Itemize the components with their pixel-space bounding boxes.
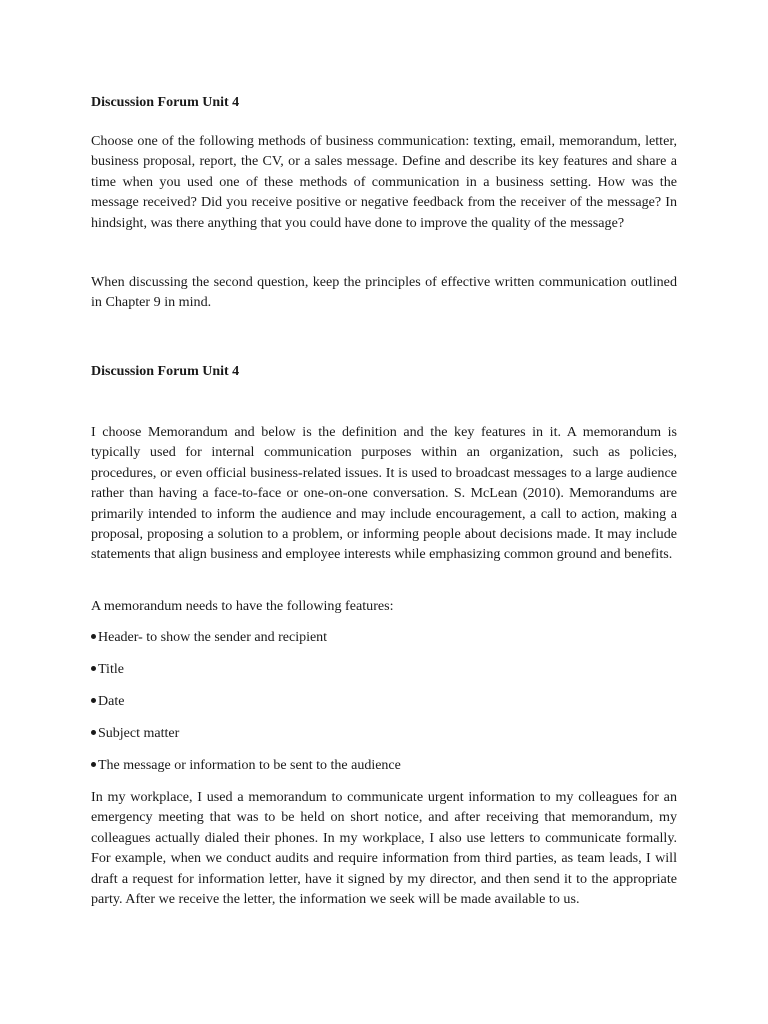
feature-label: Date [98, 694, 125, 709]
feature-item [91, 756, 401, 776]
response-experience: In my workplace, I used a memorandum to communicate urgent information to my colleagues for an emergency meeting that was to be held on short notice, and after receiving that memorandum, my colleagues actually dialed their phones. In my workplace, I also use letters to communicate formally. For example, when we conduct audits and require information from third parties, as team leads, I will draft a request for information letter, have it signed by my director, and then send it to the appropriate party. After we receive the letter, the information we seek will be made available to us. [91, 789, 677, 908]
feature-label: The message or information to be sent to the audience [98, 758, 401, 773]
feature-label: Subject matter [98, 726, 180, 741]
feature-item [91, 724, 179, 744]
response-intro: I choose Memorandum and below is the definition and the key features in it. A memorandum is typically used for internal communication purposes within an organization, such as policies, procedures, or even official business-related issues. It is used to broadcast messages to a large audience rather than having a face-to-face or one-on-one conversation. S. McLean (2010). Memorandums are primarily intended to inform the audience and may include encouragement, a call to action, making a proposal, proposing a solution to a problem, or informing people about decisions made. It may include statements that align business and employee interests while emphasizing common ground and benefits. [91, 424, 677, 563]
bullet-icon [91, 730, 96, 735]
prompt-title: Discussion Forum Unit 4 [91, 95, 240, 110]
prompt-note: When discussing the second question, keep the principles of effective written communication outlined in Chapter 9 in mind. [91, 274, 677, 311]
feature-item [91, 628, 327, 648]
response-title: Discussion Forum Unit 4 [91, 364, 240, 379]
bullet-icon [91, 762, 96, 767]
feature-item [91, 692, 124, 712]
bullet-icon [91, 698, 96, 703]
feature-label: Title [98, 662, 124, 677]
prompt-question: Choose one of the following methods of business communication: texting, email, memorandum, letter, business proposal, report, the CV, or a sales message. Define and describe its key features and share a time when you used one of these methods of communication in a business setting. How was the message received? Did you receive positive or negative feedback from the receiver of the message? In hindsight, was there anything that you could have done to improve the quality of the message? [91, 133, 677, 231]
feature-item [91, 660, 124, 680]
bullet-icon [91, 634, 96, 639]
feature-label: Header- to show the sender and recipient [98, 630, 328, 645]
bullet-icon [91, 666, 96, 671]
features-lead: A memorandum needs to have the following features: [91, 598, 394, 614]
